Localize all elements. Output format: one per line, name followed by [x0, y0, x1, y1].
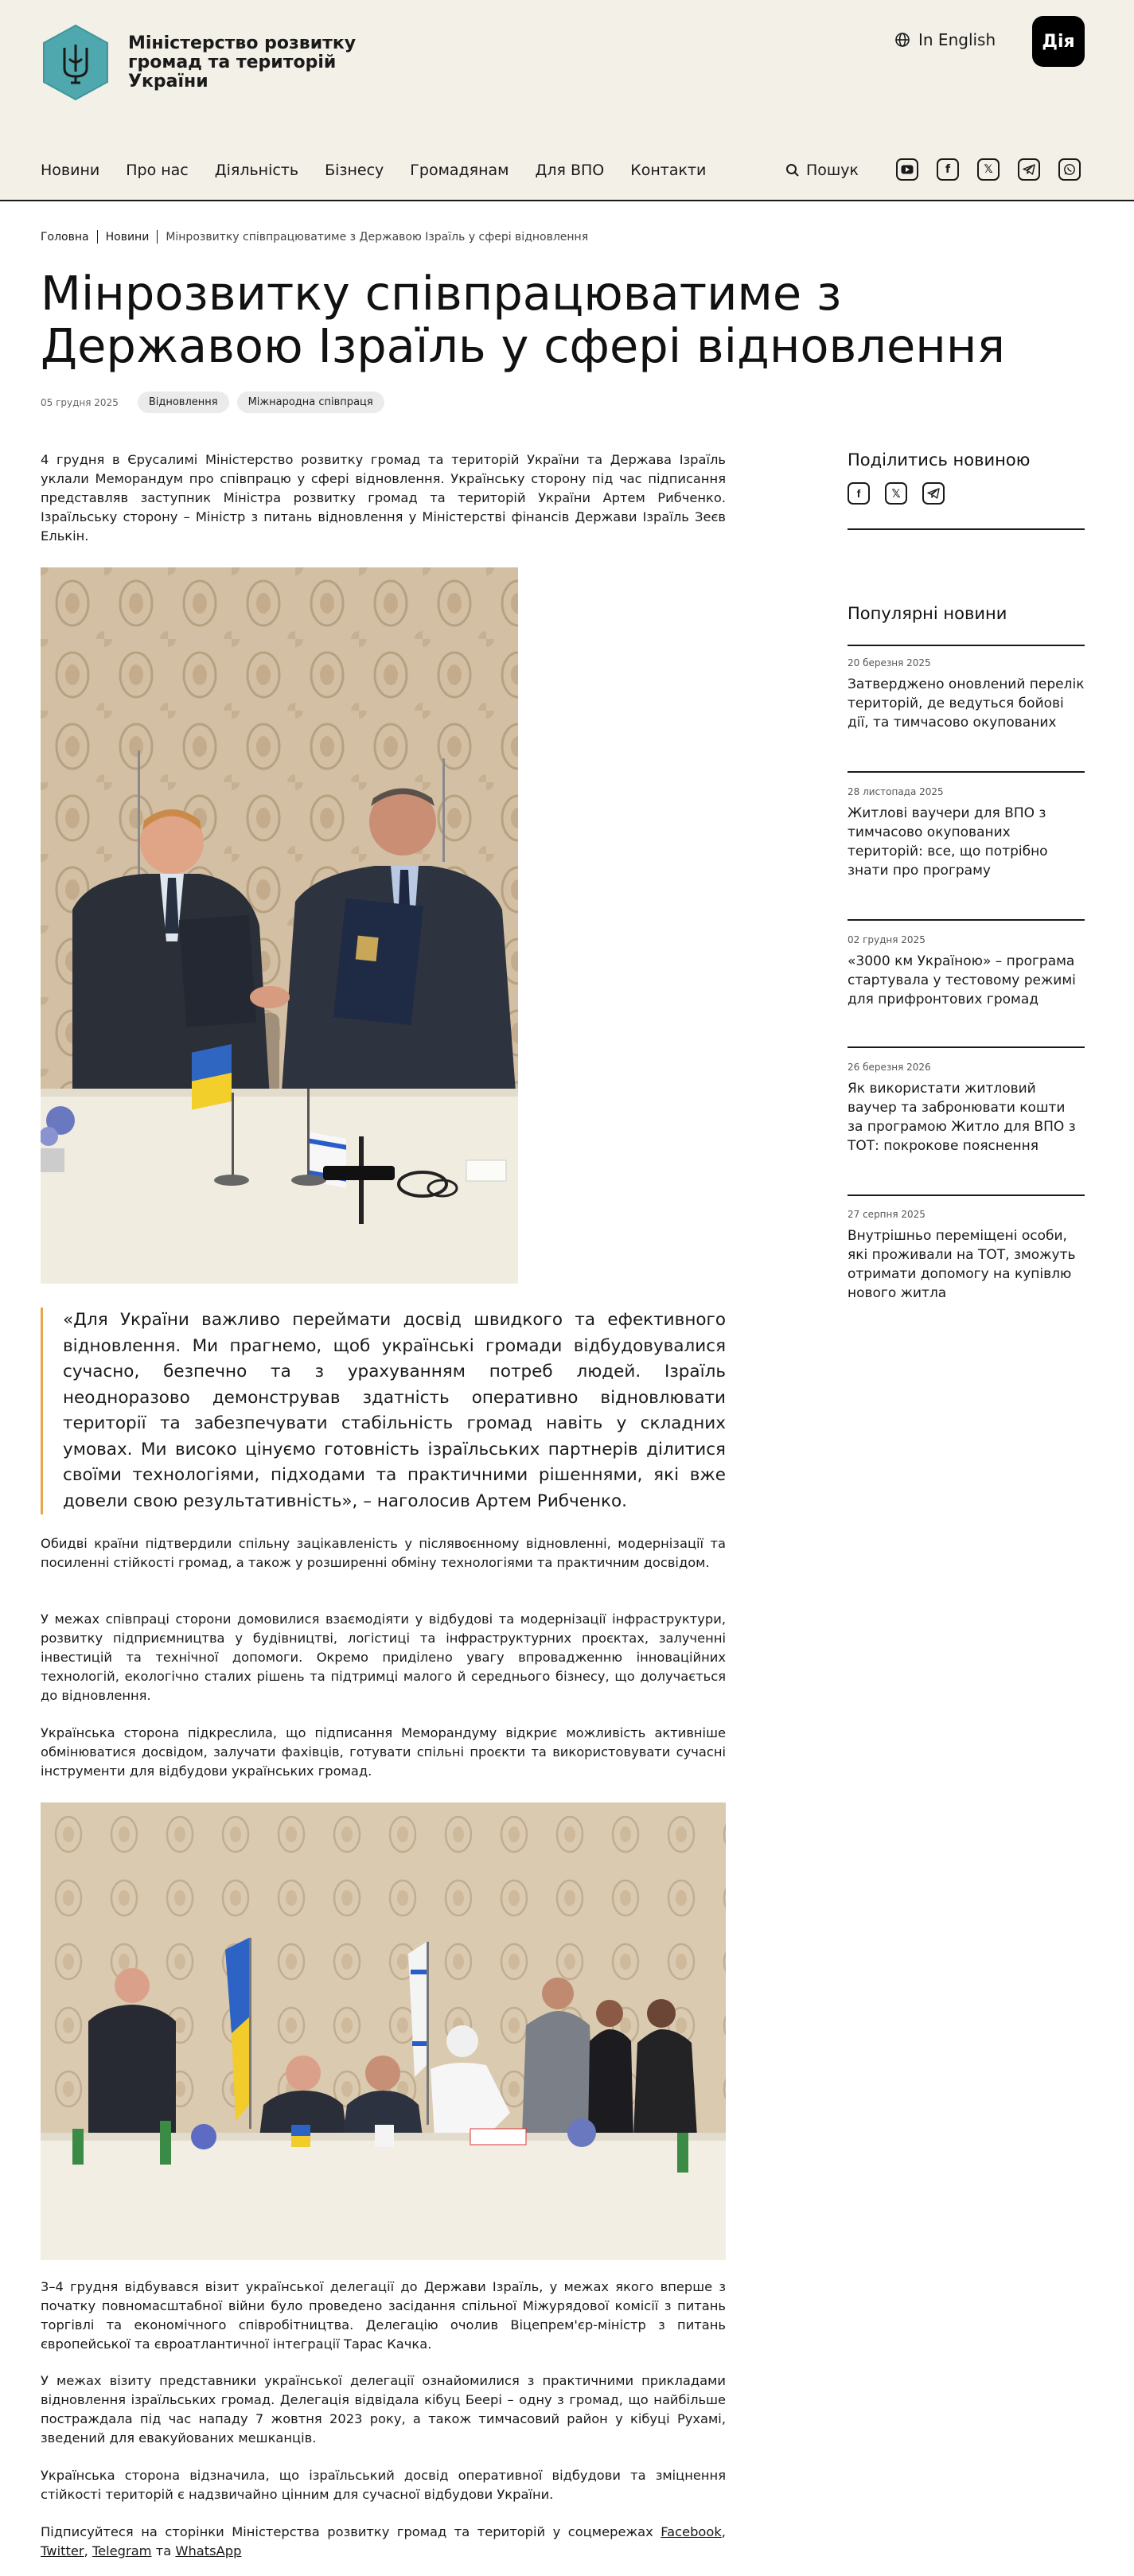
article-paragraph: Українська сторона підкреслила, що підписання Меморандуму відкриє можливість активніше обмінюватися досвідом, залучати фахівців, готувати спільні проєкти та використовувати сучасні інструменти для відбудови українських громад.	[41, 1725, 726, 1779]
link-telegram[interactable]: Telegram	[92, 2543, 152, 2558]
popular-title-wrap	[848, 604, 1085, 623]
tag-recovery[interactable]: Відновлення	[138, 392, 229, 413]
site-header	[0, 0, 1134, 201]
telegram-icon[interactable]	[922, 482, 945, 505]
page-title: Мінрозвитку співпрацюватиме з Державою Ізраїль у сфері відновлення	[41, 266, 1005, 373]
x-icon[interactable]: 𝕏	[885, 482, 907, 505]
article-paragraph: Українська сторона відзначила, що ізраїльський досвід оперативної відбудови та зміцнення стійкості територій є надзвичайно цінним для сучасної відбудови України.	[41, 2468, 726, 2502]
search-icon	[785, 163, 800, 177]
share-icons	[848, 482, 960, 505]
link-twitter[interactable]: Twitter	[41, 2543, 84, 2558]
article-paragraph: У межах візиту представники української делегації ознайомилися з практичними прикладами відновлення ізраїльських громад. Делегація відвідала кібуц Беері – одну з громад, що найбільше постраждала під час нападу 7 жовтня 2023 року, а також тимчасовий район у кібуці Рухамі, зведений для евакуйованих мешканців.	[41, 2373, 726, 2445]
x-icon[interactable]: 𝕏	[977, 158, 1000, 181]
language-label: In English	[918, 30, 996, 49]
divider	[848, 528, 1085, 530]
nav-item-business[interactable]: Бізнесу	[325, 162, 384, 179]
breadcrumb-separator	[157, 230, 158, 244]
youtube-icon[interactable]	[896, 158, 918, 181]
ministry-name: Міністерство розвитку громад та територій України	[128, 33, 357, 92]
article-date: 05 грудня 2025	[41, 396, 119, 408]
diia-button[interactable]: Дія	[1032, 16, 1085, 67]
news-date: 02 грудня 2025	[848, 934, 926, 945]
breadcrumb-news[interactable]: Новини	[105, 230, 150, 244]
nav-item-contacts[interactable]: Контакти	[630, 162, 707, 179]
share-title: Поділитись новиною	[848, 450, 1031, 470]
breadcrumb-separator	[97, 230, 98, 244]
news-date: 26 березня 2026	[848, 1062, 931, 1073]
news-title[interactable]: Як використати житловий ваучер та забронювати кошти за програмою Житло для ВПО з ТОТ: покрокове пояснення	[848, 1081, 1076, 1154]
link-whatsapp[interactable]: WhatsApp	[175, 2543, 242, 2558]
article-quote: «Для України важливо переймати досвід швидкого та ефективного відновлення. Ми прагнемо, щоб українські громади відбудовувалися сучасно, безпечно та з урахуванням потреб людей. Ізраїль неодноразово демонстрував здатність оперативно відновлювати території та забезпечувати стабільність громад навіть у складних умовах. Ми високо цінуємо готовність ізраїльських партнерів ділитися своїми технологіями, підходами та практичними рішеннями, які вже довели свою результативність», – наголосив Артем Рибченко.	[41, 1307, 726, 1514]
article-paragraph: У межах співпраці сторони домовилися взаємодіяти у відбудові та модернізації інфраструктури, розвитку підприємництва у будівництві, логістиці та інфраструктурних проєктах, залученні інвестицій та технічної допомоги. Окремо приділено увагу впровадженню інноваційних технологій, екологічно сталих рішень та підтримці малого й середнього бізнесу, що долучається до відновлення.	[41, 1611, 726, 1703]
news-title[interactable]: «3000 км Україною» – програма стартувала у тестовому режимі для прифронтових громад	[848, 953, 1076, 1007]
nav-item-idp[interactable]: Для ВПО	[535, 162, 605, 179]
article-photo-delegation	[41, 1802, 726, 2260]
article-paragraph: 3–4 грудня відбувався візит української делегації до Держави Ізраїль, у межах якого вперше з початку повномасштабної війни було проведено засідання спільної Міжурядової комісії з питань торгівлі та економічного співробітництва. Делегацію очолив Віцепрем'єр-міністр з питань європейської та євроатлантичної інтеграції Тарас Качка.	[41, 2279, 726, 2352]
main-nav	[41, 162, 732, 179]
link-separator: ,	[721, 2524, 726, 2539]
link-facebook[interactable]: Facebook	[661, 2524, 722, 2539]
share-section	[848, 450, 1085, 470]
news-title[interactable]: Затверджено оновлений перелік територій, де ведуться бойові дії, та тимчасово окупованих	[848, 676, 1085, 731]
trident-logo-icon	[41, 24, 111, 101]
divider	[848, 919, 1085, 921]
popular-news-item[interactable]	[848, 786, 1085, 880]
popular-news-title: Популярні новини	[848, 604, 1007, 623]
news-date: 20 березня 2025	[848, 657, 931, 668]
facebook-icon[interactable]: f	[848, 482, 870, 505]
header-socials	[896, 158, 1099, 181]
divider	[848, 1194, 1085, 1196]
search-label: Пошук	[806, 162, 859, 179]
whatsapp-icon[interactable]	[1058, 158, 1081, 181]
divider	[848, 771, 1085, 773]
article-paragraph: Обидві країни підтвердили спільну зацікавленість у післявоєнному відновленні, модернізації та посиленні стійкості громад, а також у розширенні обміну технологіями та практичним досвідом.	[41, 1536, 726, 1570]
news-title[interactable]: Житлові ваучери для ВПО з тимчасово окупованих територій: все, що потрібно знати про програму	[848, 805, 1048, 879]
ministry-logo[interactable]	[41, 24, 359, 101]
link-and: та	[151, 2543, 176, 2558]
breadcrumb-current: Мінрозвитку співпрацюватиме з Державою Ізраїль у сфері відновлення	[166, 230, 589, 244]
tag-international[interactable]: Міжнародна співпраця	[237, 392, 384, 413]
language-switch[interactable]	[894, 30, 996, 49]
article-social-paragraph	[41, 2523, 726, 2561]
nav-item-about[interactable]: Про нас	[126, 162, 189, 179]
article-photo-handshake	[41, 567, 518, 1284]
nav-item-news[interactable]: Новини	[41, 162, 100, 179]
popular-news-item[interactable]	[848, 657, 1085, 732]
popular-news-item[interactable]	[848, 934, 1085, 1009]
news-date: 28 листопада 2025	[848, 786, 944, 797]
social-intro-text: Підписуйтеся на сторінки Міністерства розвитку громад та територій у соцмережах	[41, 2524, 653, 2539]
globe-icon	[894, 32, 910, 48]
news-date: 27 серпня 2025	[848, 1209, 926, 1220]
link-separator: ,	[84, 2543, 92, 2558]
facebook-icon[interactable]: f	[937, 158, 959, 181]
divider	[848, 1046, 1085, 1048]
search-button[interactable]	[785, 162, 859, 179]
article-meta	[41, 392, 392, 413]
article-paragraph: 4 грудня в Єрусалимі Міністерство розвитку громад та територій України та Держава Ізраїль уклали Меморандум про співпрацю у сфері відновлення. Українську сторону під час підписання представляв заступник Міністра розвитку громад та територій України Артем Рибченко. Ізраїльську сторону – Міністр з питань відновлення у Міністерстві фінансів Держави Ізраїль Зеєв Елькін.	[41, 452, 726, 544]
popular-news-item[interactable]	[848, 1062, 1085, 1155]
telegram-icon[interactable]	[1018, 158, 1040, 181]
news-title[interactable]: Внутрішньо переміщені особи, які проживали на ТОТ, зможуть отримати допомогу на купівлю нового житла	[848, 1228, 1076, 1301]
breadcrumb	[41, 230, 588, 244]
breadcrumb-home[interactable]: Головна	[41, 230, 89, 244]
popular-news-item[interactable]	[848, 1209, 1085, 1303]
nav-item-citizens[interactable]: Громадянам	[410, 162, 509, 179]
nav-item-activity[interactable]: Діяльність	[214, 162, 299, 179]
divider	[848, 645, 1085, 646]
